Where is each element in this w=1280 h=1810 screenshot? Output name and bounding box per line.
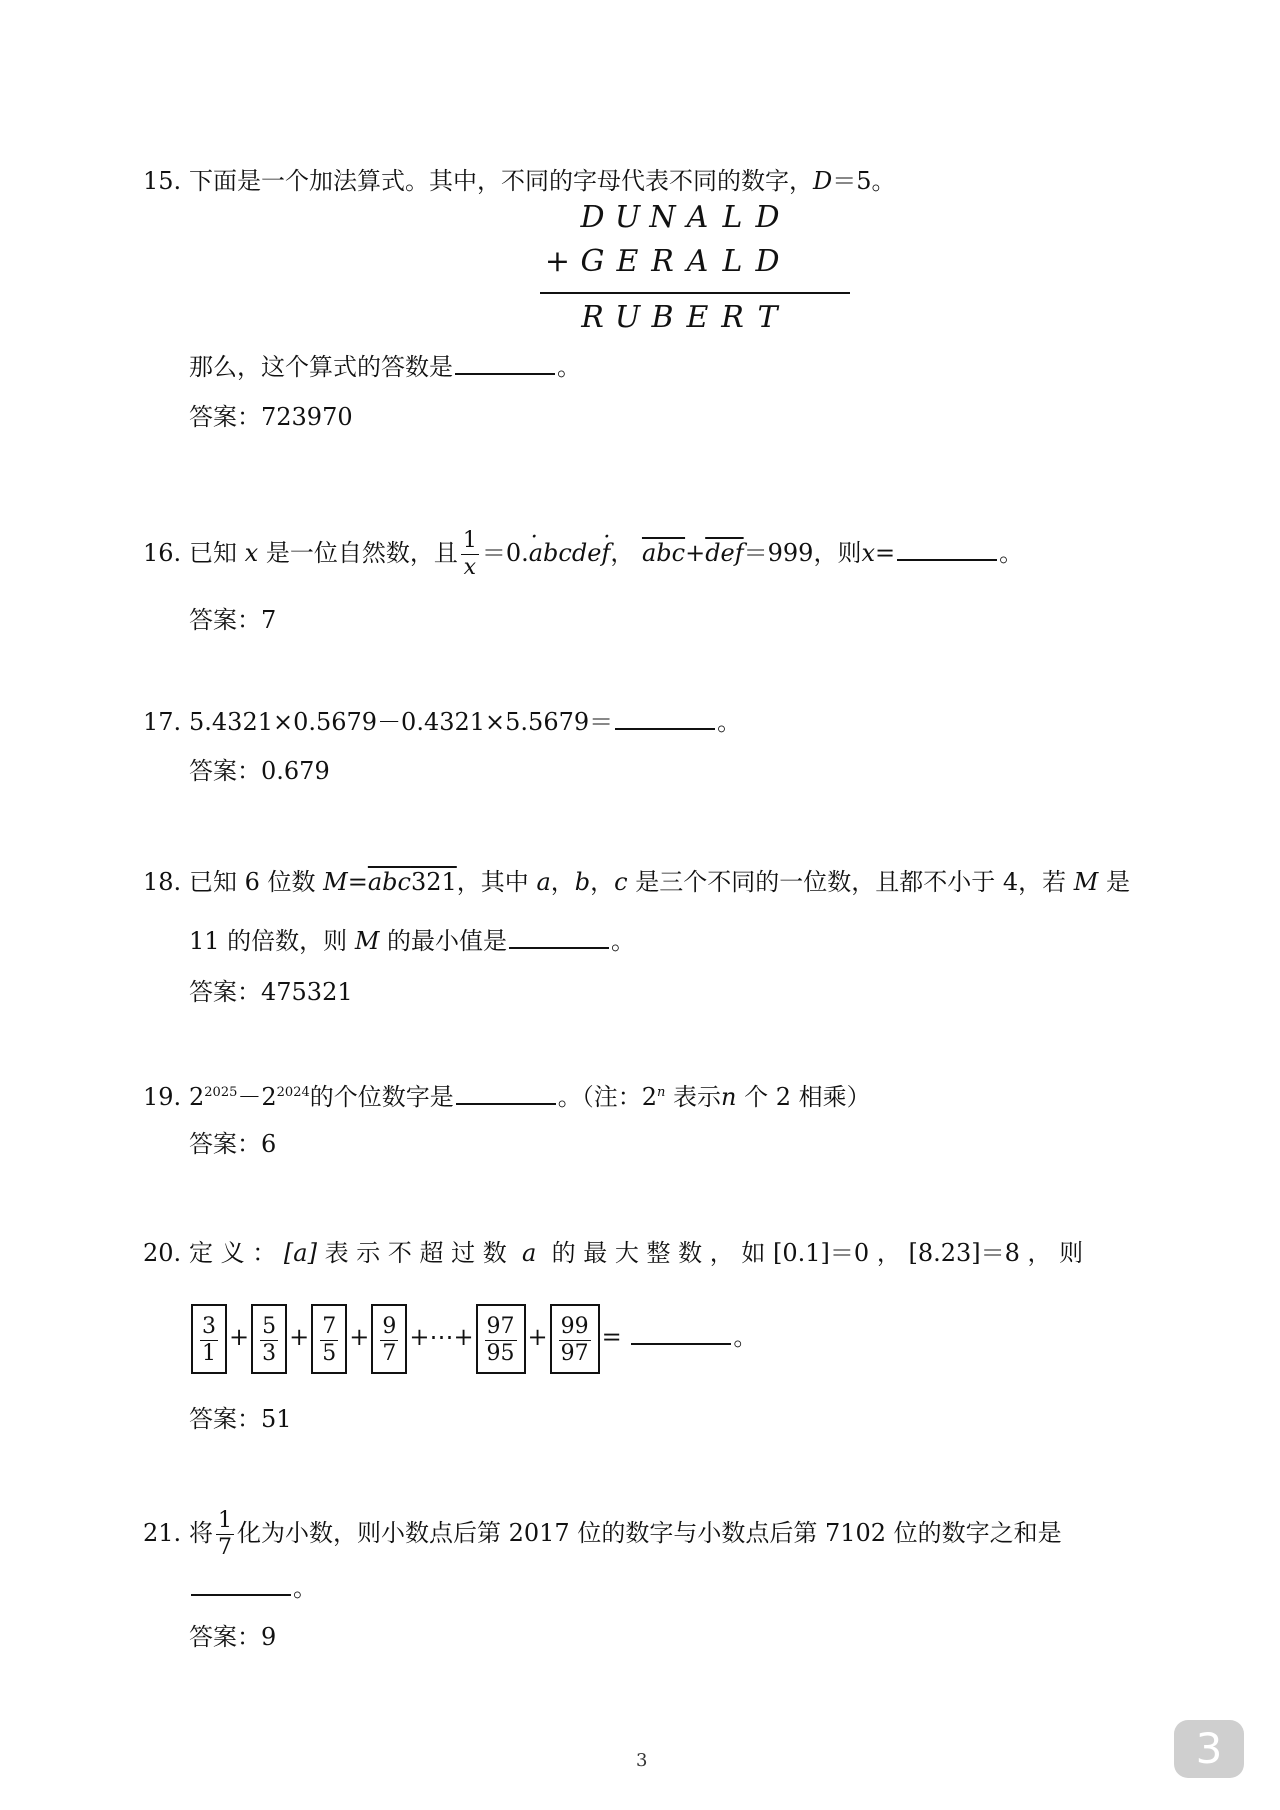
answer-16: 答案：7 <box>189 606 277 634</box>
question-21: 21. 将 $\frac{1}{7}$ 化为小数，则小数点后第 2017 位的数字与小数点后第 7102 位的数字之和是 <box>143 1508 1062 1560</box>
question-20: 20. 定 义 ： [a] 表 示 不 超 过 数 a 的 最 大 整 数 ， 如 [0.1]＝0 ， [8.23]＝8 ， 则 <box>143 1239 1084 1267</box>
question-15-line2: 那么，这个算式的答数是 。 <box>189 353 581 381</box>
question-17: 17. 5.4321×0.5679－0.4321×5.5679＝ 。 <box>143 708 742 736</box>
answer-blank <box>509 925 609 949</box>
fraction: $\frac{1}{7}$ <box>218 1508 232 1560</box>
answer-18: 答案：475321 <box>189 978 353 1006</box>
answer-21: 答案：9 <box>189 1623 277 1651</box>
answer-blank <box>456 1081 556 1105</box>
page-badge: 3 <box>1174 1720 1244 1778</box>
answer-19: 答案：6 <box>189 1130 277 1158</box>
question-19: 19. $2^{2025}-2^{2024}$的个位数字是 。（注：2$^n$ 表示n 个 2 相乘） <box>143 1083 871 1111</box>
question-20-line2: $\frac{3}{1}$ + $\frac{5}{3}$ + $\frac{7}{5}$ + $\frac{9}{7}$ +⋯+ $\frac{97}{95}$ + $\frac{99}{97}$ = 。 <box>189 1302 757 1374</box>
answer-blank <box>455 351 555 375</box>
question-18-line2: 11 的倍数，则 M 的最小值是 。 <box>189 927 636 955</box>
answer-blank <box>631 1321 731 1345</box>
addend-1: D U N A L D <box>580 200 780 235</box>
answer-15: 答案：723970 <box>189 403 353 431</box>
question-15: 15. 下面是一个加法算式。其中，不同的字母代表不同的数字，D＝5。 <box>143 164 896 198</box>
answer-blank <box>615 706 715 730</box>
sum-rule <box>540 292 850 294</box>
question-18: 18. 已知 6 位数 M=abc321，其中 a，b，c 是三个不同的一位数，且都不小于 4，若 M 是 <box>143 868 1130 896</box>
addition-puzzle <box>540 200 850 344</box>
answer-blank <box>897 537 997 561</box>
answer-17: 答案：0.679 <box>189 757 330 785</box>
sum: R U B E R T <box>581 300 778 335</box>
fraction: $\frac{1}{x}$ <box>462 528 477 580</box>
addend-2: + G E R A L D <box>544 244 780 279</box>
answer-20: 答案：51 <box>189 1405 292 1433</box>
question-21-line2: 。 <box>189 1571 317 1605</box>
answer-blank <box>191 1572 291 1596</box>
question-16: 16. 已知 x 是一位自然数，且 $\frac{1}{x}$ ＝0.a ·bcdef ·， $\overline{abc}+\overline{def}=999$，则x= 。 <box>143 528 1023 581</box>
question-number: 15. <box>143 167 182 195</box>
page-number: 3 <box>636 1750 648 1771</box>
